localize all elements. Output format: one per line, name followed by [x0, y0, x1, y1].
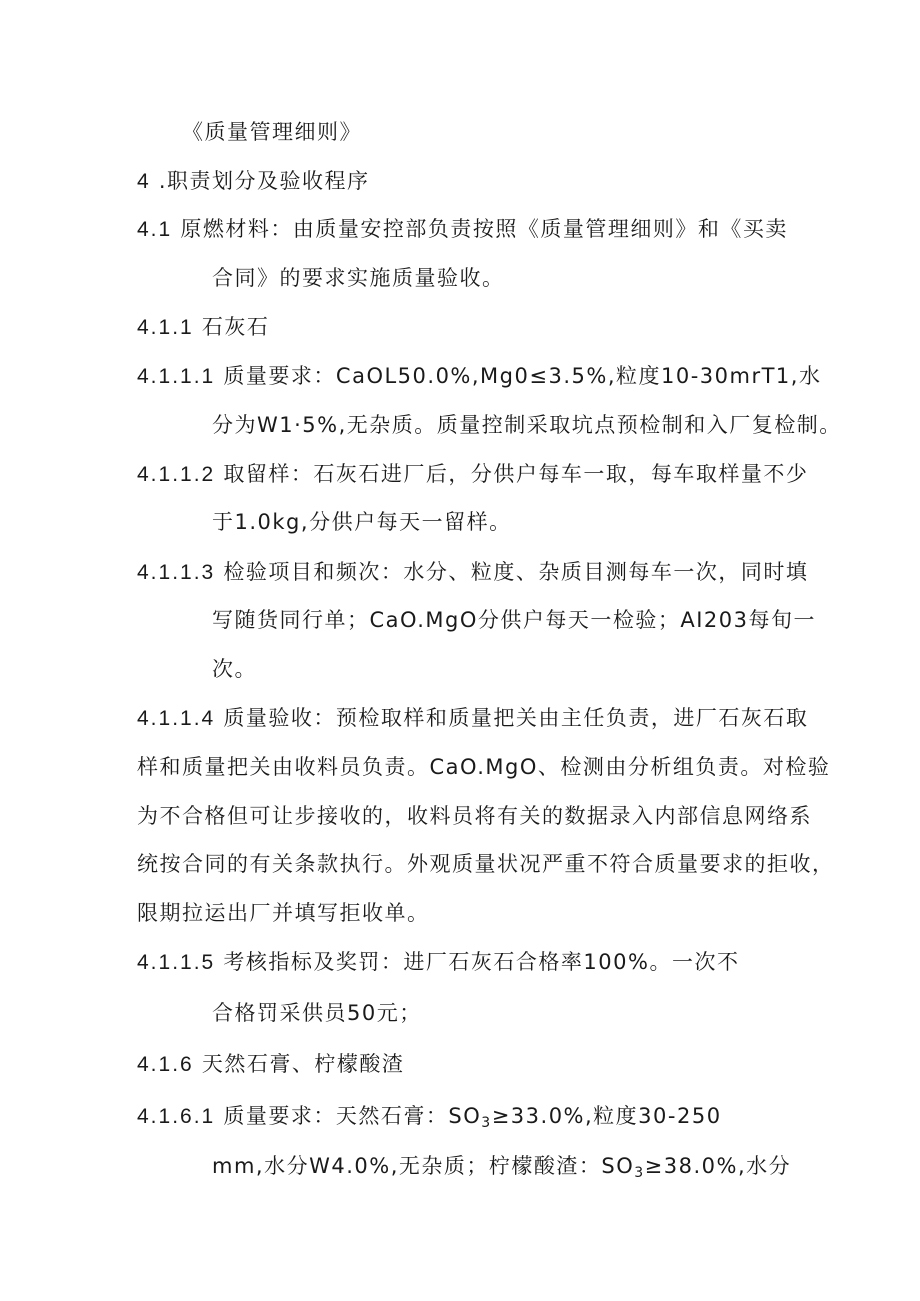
section-heading: 4 .职责划分及验收程序: [137, 169, 370, 193]
paragraph-line: 分为W1·5%,无杂质。质量控制采取坑点预检制和入厂复检制。: [212, 413, 842, 437]
section-heading: 4.1.6 天然石膏、柠檬酸渣: [137, 1052, 405, 1076]
paragraph-line: 4.1.1.4 质量验收：预检取样和质量把关由主任负责，进厂石灰石取: [137, 706, 809, 730]
section-heading: 4.1.1 石灰石: [137, 315, 270, 339]
paragraph-line: mm,水分W4.0%,无杂质；柠檬酸渣：$SO_3\ge 38.0\%$,水分: [212, 1154, 792, 1181]
paragraph-line: 4.1.1.1 质量要求：CaOL50.0%,Mg0≤3.5%,粒度10-30mrT1,水: [137, 364, 822, 388]
paragraph-line: 4.1.1.3 检验项目和频次：水分、粒度、杂质目测每车一次，同时填: [137, 560, 809, 584]
paragraph-line: 4.1.1.5 考核指标及奖罚：进厂石灰石合格率100%。一次不: [137, 950, 740, 974]
paragraph-line: 为不合格但可让步接收的，收料员将有关的数据录入内部信息网络系: [137, 804, 812, 828]
paragraph-line: 合同》的要求实施质量验收。: [212, 266, 505, 290]
paragraph-line: 写随货同行单；CaO.MgO分供户每天一检验；AI203每旬一: [212, 608, 817, 632]
doc-line-title: 《质量管理细则》: [182, 120, 362, 144]
paragraph-line: 次。: [212, 657, 257, 681]
paragraph-line: 限期拉运出厂并填写拒收单。: [137, 901, 430, 925]
paragraph-line: 统按合同的有关条款执行。外观质量状况严重不符合质量要求的拒收，: [137, 852, 835, 876]
paragraph-line: 样和质量把关由收料员负责。CaO.MgO、检测由分析组负责。对检验: [137, 755, 831, 779]
paragraph-line: 于1.0kg,分供户每天一留样。: [212, 510, 512, 534]
paragraph-line: 4.1.6.1 质量要求：天然石膏：$SO_3\ge 33.0\%$,粒度30-250: [137, 1104, 722, 1131]
paragraph-line: 4.1.1.2 取留样：石灰石进厂后，分供户每车一取，每车取样量不少: [137, 462, 809, 486]
paragraph-line: 合格罚采供员50元；: [212, 1001, 422, 1025]
paragraph-line: 4.1 原燃材料：由质量安控部负责按照《质量管理细则》和《买卖: [137, 217, 788, 241]
